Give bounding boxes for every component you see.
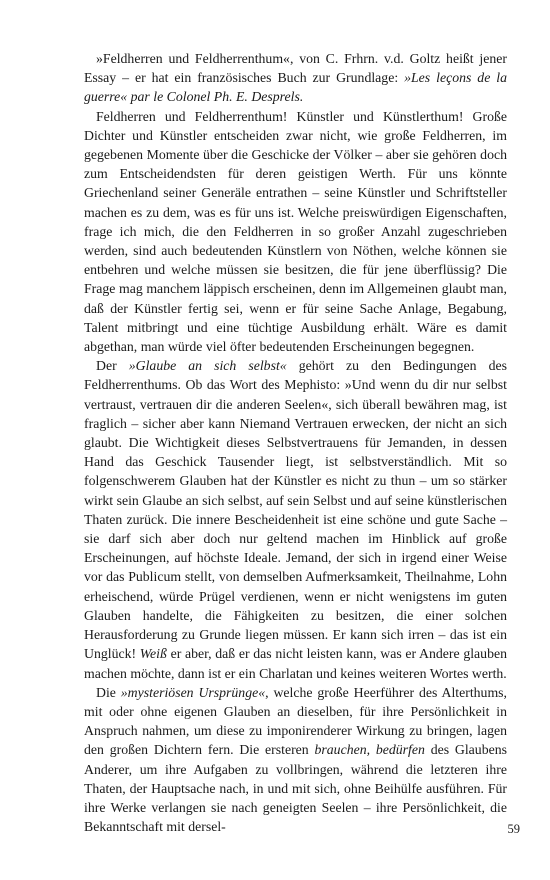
page-number: 59 — [507, 822, 520, 836]
paragraph-4 — [84, 683, 507, 837]
paragraph-4-italic-b: brauchen, bedürfen — [314, 742, 425, 758]
paragraph-1-italic-title: »Les leçons de la guerre« par le Colonel Ph. E. Desprels. — [84, 70, 507, 105]
paragraph-4-italic-a: »mysteriösen Ursprünge« — [120, 684, 266, 700]
paragraph-4-text-a: Die — [96, 684, 121, 700]
paragraph-3-italic-b: Weiß — [139, 646, 167, 662]
paragraph-4-text-b: , welche große Heerführer des Alterthums, mit oder ohne eigenen Glauben an dieselben, für ihre Persönlichkeit in Anspruch nahmen, um diese zu imponirenderer Wirkung zu bringen, lagen den großen Dichtern fern. Die ersteren — [84, 684, 508, 758]
paragraph-3 — [84, 356, 507, 682]
paragraph-2 — [84, 107, 507, 357]
paragraph-3-italic-a: »Glaube an sich selbst« — [128, 358, 287, 374]
paragraph-2-text: Feldherren und Feldherrenthum! Künstler und Künstlerthum! Große Dichter und Künstler entscheiden zwar nicht, wie große Feldherren, im gegebenen Momente über die Geschicke der Völker – aber sie gehören doch zum Entscheidendsten für deren geistigen Werth. Für uns könnte Griechenland seiner Generäle entrathen – seine Künstler und Schriftsteller machen es zu dem, was es für uns ist. Welche preiswürdigen Eigenschaften, frage ich mich, die den Feldherren in so großer Anzahl zugeschrieben werden, sind auch bedeutenden Künstlern von Nöthen, welche können sie entbehren und welche müssen sie besitzen, die für jene überflüssig? Die Frage mag manchem läppisch erscheinen, denn im Allgemeinen glaubt man, daß der Künstler fertig sei, wenn er für seine Sache Anlage, Begabung, Talent mitbringt und eine tüchtige Ausbildung erhält. Wäre es damit abgethan, man würde viel öfter bedeutenden Erscheinungen begegnen. — [84, 108, 507, 355]
paragraph-3-text-c: er aber, daß er das nicht leisten kann, was er Andere glauben machen möchte, dann ist er ein Charlatan und keines weiteren Wortes werth. — [84, 646, 507, 681]
paragraph-1 — [84, 49, 507, 107]
paragraph-1-text: »Feldherren und Feldherrenthum«, von C. Frhrn. v.d. Goltz heißt jener Essay – er hat ein französisches Buch zur Grundlage: — [84, 51, 507, 86]
page-body — [84, 49, 507, 836]
paragraph-4-text-c: des Glaubens Anderer, um ihre Aufgaben zu vollbringen, während die letzteren ihre Thaten, der Hauptsache nach, in und mit sich, ohne Beihülfe ausführen. Für ihre Werke verlangen sie nach geneigten Seelen – ihre Persönlichkeit, die Bekanntschaft mit dersel- — [84, 742, 507, 835]
paragraph-3-text-a: Der — [96, 358, 129, 374]
paragraph-3-text-b: gehört zu den Bedingungen des Feldherrenthums. Ob das Wort des Mephisto: »Und wenn du dir nur selbst vertraust, vertrauen dir die anderen Seelen«, sich überall bewähren mag, ist fraglich – sicher aber kann Niemand Vertrauen erwecken, der nicht an sich glaubt. Die Wichtigkeit dieses Selbstvertrauens für Jemanden, in dessen Hand das Geschick Tausender liegt, ist selbstverständlich. Mit so folgenschwerem Glauben hat der Künstler es nicht zu thun – um so stärker wirkt sein Glaube an sich selbst, auf sein Selbst und auf seine künstlerischen Thaten zurück. Die innere Bescheidenheit ist eine schöne und gute Sache – sie darf sich aber doch nur geltend machen im Hinblick auf große Erscheinungen, auf höchste Ideale. Jemand, der sich in irgend einer Weise vor das Publicum stellt, von demselben Aufmerksamkeit, Theilnahme, Lohn erheischend, würde Prügel verdienen, wenn er nicht wenigstens im guten Glauben handelte, die Fähigkeiten zu besitzen, die einer solchen Herausforderung zu Grunde liegen müssen. Er kann sich irren – das ist ein Unglück! — [84, 358, 507, 662]
